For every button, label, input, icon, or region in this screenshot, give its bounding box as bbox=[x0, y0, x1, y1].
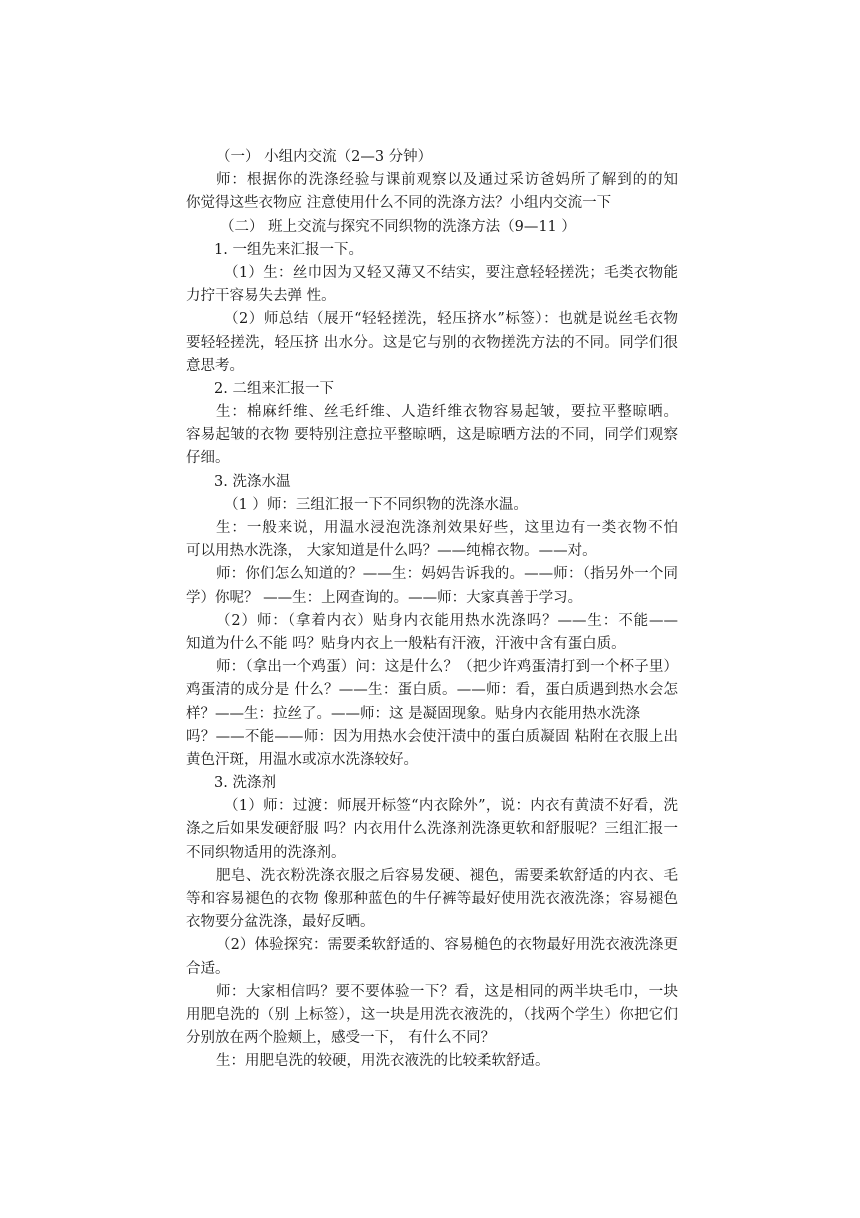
paragraph-line: 等和容易褪色的衣物 像那种蓝色的牛仔裤等最好使用洗衣液洗涤；容易褪色 bbox=[186, 891, 678, 907]
paragraph-line: （1）师：过渡：师展开标签“内衣除外”，说：内衣有黄渍不好看，洗 bbox=[224, 798, 678, 815]
paragraph-line: （2）师：（拿着内衣）贴身内衣能用热水洗涤吗？——生：不能—— bbox=[216, 612, 678, 629]
paragraph-line: 意思考。 bbox=[186, 357, 244, 374]
paragraph-line: 师：（拿出一个鸡蛋）问：这是什么？（把少许鸡蛋清打到一个杯子里） bbox=[216, 659, 678, 676]
paragraph-line: （1 ）师：三组汇报一下不同织物的洗涤水温。 bbox=[224, 496, 528, 513]
section-heading-2: （二） 班上交流与探究不同织物的洗涤方法（9—11 ） bbox=[220, 218, 576, 235]
list-item-heading: 1. 一组先来汇报一下。 bbox=[214, 241, 363, 258]
paragraph-line: 学）你呢？ ——生：上网查询的。——师：大家真善于学习。 bbox=[186, 589, 583, 606]
paragraph-line: 你觉得这些衣物应 注意使用什么不同的洗涤方法？小组内交流一下 bbox=[186, 195, 612, 212]
paragraph-line: 容易起皱的衣物 要特别注意拉平整晾晒，这是晾晒方法的不同，同学们观察 bbox=[186, 427, 678, 444]
paragraph-line: 吗？——不能——师：因为用热水会使汗渍中的蛋白质凝固 粘附在衣服上出 bbox=[186, 728, 678, 745]
list-item-heading: 3. 洗涤剂 bbox=[214, 775, 276, 792]
paragraph-line: 用肥皂洗的（别 上标签），这一块是用洗衣液洗的，（找两个学生）你把它们 bbox=[186, 1006, 678, 1023]
list-item-heading: 2. 二组来汇报一下 bbox=[214, 380, 334, 397]
paragraph-line: （1）生：丝巾因为又轻又薄又不结实，要注意轻轻搓洗；毛类衣物能 bbox=[224, 264, 678, 281]
paragraph-line: 肥皂、洗衣粉洗涤衣服之后容易发硬、褪色，需要柔软舒适的内衣、毛 bbox=[216, 867, 678, 884]
paragraph-line: 力拧干容易失去弹 性。 bbox=[186, 288, 336, 305]
paragraph-line: 师：根据你的洗涤经验与课前观察以及通过采访爸妈所了解到的的知 bbox=[216, 172, 678, 189]
paragraph-line: （2）师总结（展开“轻轻搓洗，轻压挤水”标签）：也就是说丝毛衣物 bbox=[224, 311, 678, 328]
paragraph-line: 样？——生：拉丝了。——师：这 是凝固现象。贴身内衣能用热水洗涤 bbox=[186, 705, 641, 722]
paragraph-line: 黄色汗斑，用温水或凉水洗涤较好。 bbox=[186, 751, 418, 768]
paragraph-line: 分别放在两个脸颊上，感受一下， 有什么不同？ bbox=[186, 1030, 496, 1047]
paragraph-line: 师：大家相信吗？要不要体验一下？看，这是相同的两半块毛巾，一块 bbox=[216, 983, 678, 1000]
paragraph-line: 涤之后如果发硬舒服 吗？内衣用什么洗涤剂洗涤更软和舒服呢？三组汇报一 bbox=[186, 821, 678, 838]
document-body bbox=[186, 146, 678, 1074]
paragraph-line: 仔细。 bbox=[186, 450, 230, 467]
section-heading-1: （一） 小组内交流（2—3 分钟） bbox=[216, 149, 433, 165]
paragraph-line: 不同织物适用的洗涤剂。 bbox=[186, 844, 346, 861]
paragraph-line: 知道为什么不能 吗？贴身内衣上一般粘有汗液，汗液中含有蛋白质。 bbox=[186, 635, 626, 652]
list-item-heading: 3. 洗涤水温 bbox=[214, 473, 291, 490]
paragraph-line: 要轻轻搓洗，轻压挤 出水分。这是它与别的衣物搓洗方法的不同。同学们很 bbox=[186, 334, 678, 351]
paragraph-line: 可以用热水洗涤， 大家知道是什么吗？——纯棉衣物。——对。 bbox=[186, 543, 597, 560]
paragraph-line: 鸡蛋清的成分是 什么？——生：蛋白质。——师：看，蛋白质遇到热水会怎 bbox=[186, 682, 678, 699]
paragraph-line: 生：棉麻纤维、丝毛纤维、人造纤维衣物容易起皱，要拉平整晾晒。 bbox=[216, 404, 678, 421]
paragraph-line: 生：一般来说，用温水浸泡洗涤剂效果好些，这里边有一类衣物不怕 bbox=[216, 520, 678, 536]
paragraph-line: 生：用肥皂洗的较硬，用洗衣液洗的比较柔软舒适。 bbox=[216, 1053, 550, 1070]
paragraph-line: 衣物要分盆洗涤，最好反晒。 bbox=[186, 914, 375, 931]
paragraph-line: （2）体验探究：需要柔软舒适的、容易槌色的衣物最好用洗衣液洗涤更 bbox=[216, 937, 678, 954]
paragraph-line: 合适。 bbox=[186, 960, 230, 977]
paragraph-line: 师：你们怎么知道的？——生：妈妈告诉我的。——师：（指另外一个同 bbox=[216, 566, 678, 583]
